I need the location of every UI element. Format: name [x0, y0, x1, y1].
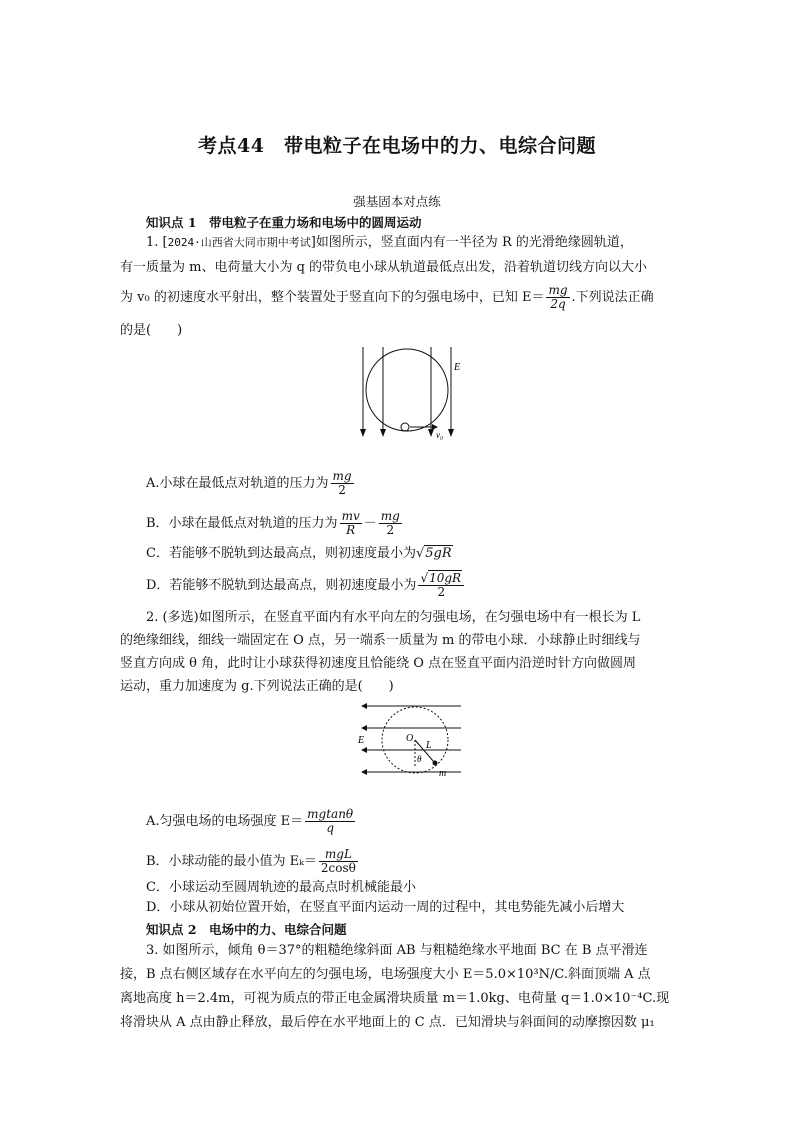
q1-option-a [146, 470, 356, 497]
q1-line-4: 的是( ) [120, 323, 183, 338]
q1-option-c-root: √5gR [415, 546, 452, 561]
q1-option-a-text: A.小球在最低点对轨道的压力为 [146, 476, 329, 491]
q2-option-a [146, 808, 357, 835]
q2-line-3: 竖直方向成 θ 角，此时让小球获得初速度且恰能绕 O 点在竖直平面内沿逆时针方向做圆周 [120, 656, 637, 671]
q2-fig-O-label: O [406, 733, 414, 744]
q1-line1-prefix: 1. [ [146, 235, 168, 250]
q1-figure [355, 345, 465, 440]
q2-figure [355, 700, 465, 785]
q2-option-b [146, 848, 360, 875]
q1-option-b [146, 510, 404, 537]
knowledge-point-1: 知识点 1 带电粒子在重力场和电场中的圆周运动 [146, 215, 422, 230]
q1-line3-text: 为 v₀ 的初速度水平射出，整个装置处于竖直向下的匀强电场中，已知 E＝ [120, 290, 545, 305]
q1-fig-v0-label: v₀ [436, 430, 444, 440]
q2-line-4: 运动，重力加速度为 g.下列说法正确的是( ) [120, 679, 394, 694]
page-title: 考点44 带电粒子在电场中的力、电综合问题 [198, 135, 596, 157]
q2-line-2: 的绝缘细线，细线一端固定在 O 点，另一端系一质量为 m 的带电小球．小球静止时细线与 [120, 633, 641, 648]
q1-line-3 [120, 284, 654, 311]
q3-line-4: 将滑块从 A 点由静止释放，最后停在水平地面上的 C 点．已知滑块与斜面间的动摩擦因数 μ₁ [120, 1015, 655, 1030]
q2-option-a-text: A.匀强电场的电场强度 E＝ [146, 814, 304, 829]
q1-option-d [146, 572, 466, 599]
q1-line1-text: ]如图所示，竖直面内有一半径为 R 的光滑绝缘圆轨道， [310, 235, 633, 250]
q1-field-fraction: $\frac{mg}{2q}$ [548, 283, 568, 311]
q3-line-2: 接，B 点右侧区域存在水平向左的匀强电场，电场强度大小 E＝5.0×10³N/C.斜面顶端 A 点 [120, 967, 651, 982]
q1-line-1 [146, 234, 633, 252]
q2-fig-theta-label: θ [417, 754, 422, 764]
q1-option-b-fraction-2: $\frac{mg}{2}$ [380, 509, 400, 537]
q1-option-b-text: B．小球在最低点对轨道的压力为 [146, 516, 338, 531]
q2-line-1: 2. (多选)如图所示，在竖直平面内有水平向左的匀强电场，在匀强电场中有一根长为 L [146, 610, 641, 625]
q1-option-c-text: C．若能够不脱轨到达最高点，则初速度最小为 [146, 546, 416, 561]
q1-option-d-text: D．若能够不脱轨到达最高点，则初速度最小为 [146, 578, 417, 593]
q1-fig-E-label: E [454, 362, 461, 373]
q2-fig-L-label: L [426, 740, 432, 751]
q1-option-b-minus: － [363, 516, 377, 531]
q2-option-d: D．小球从初始位置开始，在竖直平面内运动一周的过程中，其电势能先减小后增大 [146, 900, 625, 915]
q2-fig-m-label: m [439, 768, 447, 779]
q1-option-a-fraction: $\frac{mg}{2}$ [332, 469, 352, 497]
q1-option-b-fraction-1: $\frac{mv}{R}$ [341, 509, 360, 537]
q1-source: 2024·山西省大同市期中考试 [167, 236, 311, 249]
q2-fig-E-label: E [358, 735, 365, 746]
q1-line3-tail: .下列说法正确 [571, 290, 654, 305]
knowledge-point-2: 知识点 2 电场中的力、电综合问题 [146, 922, 347, 937]
q2-option-a-fraction: $\frac{mgtan\theta}{q}$ [307, 807, 354, 835]
q2-option-b-fraction: $\frac{\text{mgL}}{2\cos\theta}$ [320, 847, 356, 875]
q3-line-1: 3. 如图所示，倾角 θ＝37°的粗糙绝缘斜面 AB 与粗糙绝缘水平地面 BC 在 B 点平滑连 [146, 943, 648, 958]
section-heading: 强基固本对点练 [353, 194, 441, 209]
q1-option-c [146, 545, 453, 563]
q1-option-d-fraction: $\frac{√10gR}{2}$ [418, 572, 464, 599]
q1-line-2: 有一质量为 m、电荷量大小为 q 的带负电小球从轨道最低点出发，沿着轨道切线方向以大小 [120, 260, 648, 275]
q2-option-c: C．小球运动至圆周轨迹的最高点时机械能最小 [146, 880, 416, 895]
q3-line-3: 离地高度 h＝2.4m，可视为质点的带正电金属滑块质量 m＝1.0kg、电荷量 q＝1.0×10⁻⁴C.现 [120, 991, 670, 1006]
q2-option-b-text: B．小球动能的最小值为 Eₖ＝ [146, 854, 317, 869]
